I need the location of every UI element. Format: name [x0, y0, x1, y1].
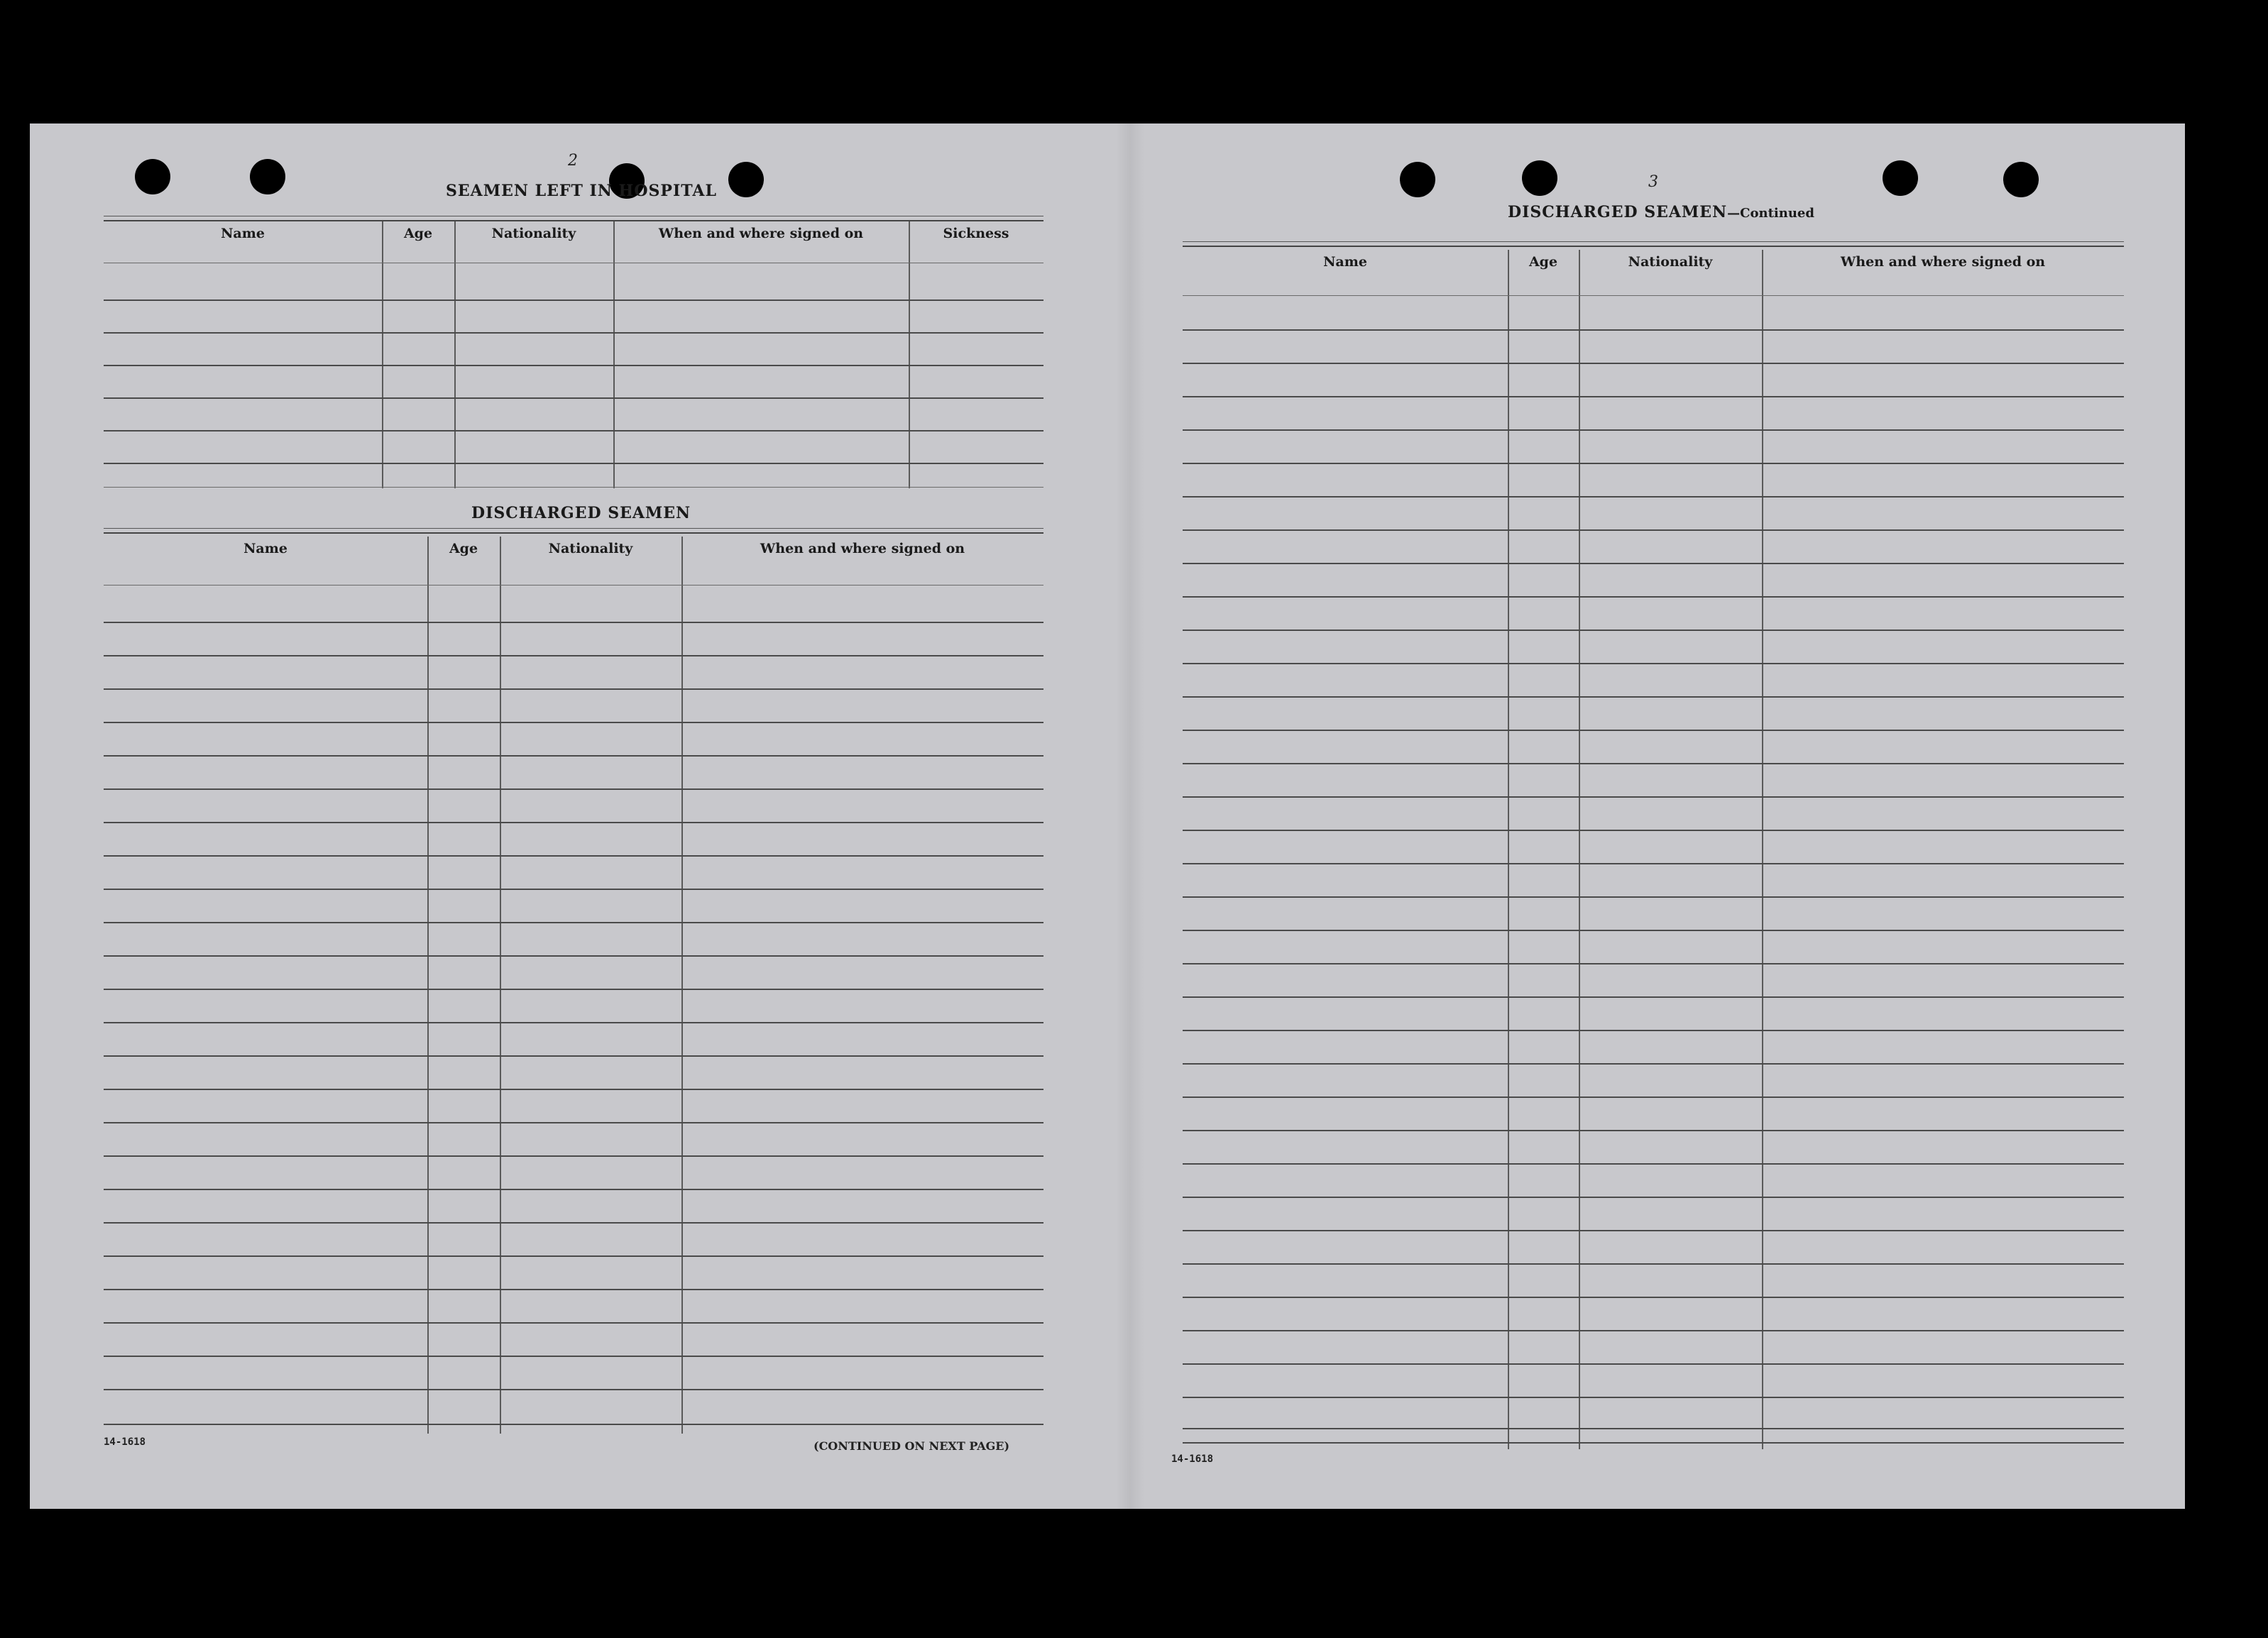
discharged-section-title: DISCHARGED SEAMEN	[471, 504, 691, 522]
table-row-line	[1183, 463, 2124, 464]
table-row-line	[1183, 529, 2124, 531]
table-row-line	[104, 332, 1043, 334]
col-when-where	[613, 221, 909, 488]
table-row-line	[1183, 1297, 2124, 1298]
column-divider	[613, 221, 615, 488]
table-row-line	[1183, 1197, 2124, 1198]
continued-note: (CONTINUED ON NEXT PAGE)	[813, 1439, 1010, 1453]
table-row-line	[1183, 1163, 2124, 1165]
right-page-number: 3	[1648, 173, 1658, 191]
table-row-line	[1183, 1130, 2124, 1131]
table-row-line	[1183, 1428, 2124, 1429]
punch-hole	[1522, 160, 1557, 196]
table-row-line	[1183, 730, 2124, 731]
table-row-line	[1183, 863, 2124, 864]
table-row-line	[1183, 1330, 2124, 1331]
table-row-line	[104, 622, 1043, 623]
col-age	[427, 537, 500, 1434]
table-row-line	[1183, 429, 2124, 431]
left-page-number: 2	[568, 152, 578, 170]
table-row-line	[1183, 363, 2124, 364]
table-row-line	[1183, 1096, 2124, 1098]
discharged-title-rule	[104, 528, 1043, 534]
table-row-line	[104, 1155, 1043, 1157]
table-row-line	[104, 430, 1043, 432]
column-divider	[427, 537, 429, 1434]
punch-hole	[250, 159, 285, 194]
column-header: When and where signed on	[658, 226, 864, 241]
column-header: Nationality	[548, 541, 633, 556]
table-row-line	[1183, 496, 2124, 498]
table-row-line	[1183, 930, 2124, 931]
table-row-line	[104, 1089, 1043, 1090]
column-header: Nationality	[1628, 254, 1713, 270]
column-header: Age	[449, 541, 478, 556]
table-row-line	[1183, 1397, 2124, 1398]
table-bottom-line	[104, 1424, 1043, 1425]
discharged-continued-title-main: DISCHARGED SEAMEN	[1508, 203, 1728, 221]
left-form-number: 14-1618	[104, 1436, 146, 1448]
table-row-line	[104, 1222, 1043, 1224]
table-row-line	[104, 889, 1043, 890]
table-row-line	[1183, 796, 2124, 798]
table-row-line	[104, 655, 1043, 656]
col-name	[104, 221, 382, 488]
page-fold	[1116, 123, 1144, 1509]
col-nationality	[454, 221, 613, 488]
table-row-line	[1183, 830, 2124, 831]
table-row-line	[104, 989, 1043, 990]
table-row-line	[104, 365, 1043, 366]
table-row-line	[104, 463, 1043, 464]
column-divider	[500, 537, 501, 1434]
table-row-line	[1183, 996, 2124, 998]
table-bottom-line	[1183, 1442, 2124, 1444]
header-underline	[1183, 295, 2124, 296]
column-divider	[382, 221, 383, 488]
table-row-line	[1183, 963, 2124, 964]
table-row-line	[1183, 596, 2124, 598]
discharged-continued-title-rule	[1183, 241, 2124, 247]
table-row-line	[104, 1356, 1043, 1357]
column-header: Name	[243, 541, 287, 556]
table-row-line	[104, 397, 1043, 399]
table-row-line	[1183, 1230, 2124, 1231]
hospital-table	[104, 221, 1043, 488]
punch-hole	[135, 159, 170, 194]
table-row-line	[104, 1322, 1043, 1324]
table-row-line	[1183, 329, 2124, 331]
table-row-line	[104, 922, 1043, 923]
table-row-line	[1183, 396, 2124, 397]
discharged-continued-table	[1183, 250, 2124, 1449]
table-row-line	[104, 822, 1043, 823]
discharged-table	[104, 537, 1043, 1434]
table-row-line	[104, 788, 1043, 790]
column-header: Name	[221, 226, 265, 241]
table-row-line	[1183, 1063, 2124, 1065]
col-name	[104, 537, 427, 1434]
table-row-line	[104, 1055, 1043, 1057]
table-row-line	[1183, 630, 2124, 631]
col-nationality	[500, 537, 681, 1434]
table-row-line	[1183, 1263, 2124, 1265]
table-row-line	[104, 299, 1043, 301]
table-row-line	[1183, 1363, 2124, 1365]
column-header: Age	[1528, 254, 1558, 270]
col-when-where	[681, 537, 1043, 1434]
right-form-number: 14-1618	[1171, 1453, 1214, 1465]
table-row-line	[104, 688, 1043, 690]
column-header: When and where signed on	[1840, 254, 2046, 270]
table-row-line	[1183, 1030, 2124, 1031]
table-row-line	[104, 1289, 1043, 1290]
col-age	[382, 221, 454, 488]
column-header: When and where signed on	[760, 541, 965, 556]
table-row-line	[1183, 563, 2124, 564]
table-row-line	[104, 955, 1043, 957]
column-header: Age	[403, 226, 433, 241]
column-divider	[681, 537, 683, 1434]
column-divider	[909, 221, 910, 488]
table-row-line	[1183, 696, 2124, 698]
table-row-line	[1183, 763, 2124, 764]
punch-hole	[2003, 162, 2039, 197]
column-header: Name	[1323, 254, 1367, 270]
table-row-line	[104, 755, 1043, 757]
table-row-line	[1183, 896, 2124, 898]
discharged-continued-title-suffix: —Continued	[1727, 206, 1814, 221]
table-bottom-line	[104, 487, 1043, 488]
col-sickness	[909, 221, 1043, 488]
table-row-line	[104, 1122, 1043, 1123]
punch-hole	[1400, 162, 1435, 197]
table-row-line	[104, 722, 1043, 723]
table-row-line	[104, 1255, 1043, 1257]
table-row-line	[104, 1389, 1043, 1390]
table-row-line	[104, 855, 1043, 857]
table-row-line	[104, 1022, 1043, 1023]
column-header: Nationality	[491, 226, 576, 241]
column-divider	[454, 221, 456, 488]
punch-hole	[1883, 160, 1918, 196]
hospital-section-title: SEAMEN LEFT IN HOSPITAL	[446, 182, 717, 200]
table-row-line	[104, 1189, 1043, 1190]
punch-hole	[728, 162, 764, 197]
hospital-title-rule	[104, 216, 1043, 221]
discharged-continued-title	[1508, 203, 1814, 221]
header-underline	[104, 585, 1043, 586]
column-header: Sickness	[943, 226, 1009, 241]
table-row-line	[1183, 663, 2124, 664]
